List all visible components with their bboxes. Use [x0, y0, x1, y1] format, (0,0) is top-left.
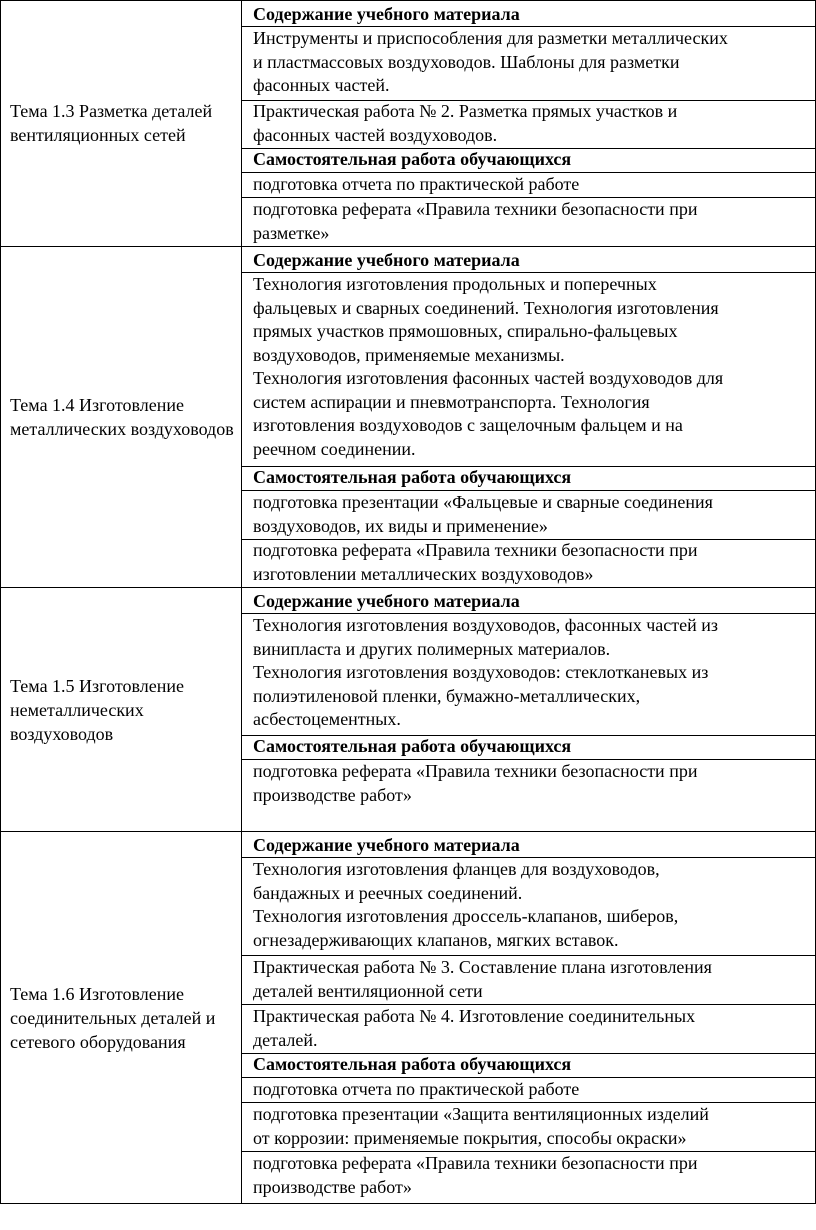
practical-work: Практическая работа № 4. Изготовление соединительных деталей. [253, 1006, 696, 1050]
assignment-row: подготовка презентации «Фальцевые и сварные соединения воздуховодов, их виды и применение» [253, 492, 713, 536]
topic-title: Тема 1.6 Изготовление соединительных деталей и сетевого оборудования [10, 984, 216, 1052]
practical-work: Практическая работа № 2. Разметка прямых участков и фасонных частей воздуховодов. [253, 101, 678, 145]
independent-work-header: Самостоятельная работа обучающихся [253, 149, 572, 169]
assignment-row: подготовка презентации «Защита вентиляционных изделий от коррозии: применяемые покрытия, способы окраски» [253, 1104, 709, 1148]
independent-work-header: Самостоятельная работа обучающихся [253, 1054, 572, 1074]
content-header: Содержание учебного материала [253, 835, 520, 855]
table-border-left [0, 0, 1, 1204]
practical-work: Практическая работа № 3. Составление плана изготовления деталей вентиляционной сети [253, 957, 712, 1001]
assignment-row: подготовка реферата «Правила техники безопасности при изготовлении металлических воздуховодов» [253, 540, 698, 584]
assignment-row: подготовка реферата «Правила техники безопасности при производстве работ» [253, 761, 698, 805]
topic-title: Тема 1.4 Изготовление металлических воздуховодов [10, 395, 234, 439]
assignment-row: подготовка отчета по практической работе [253, 174, 580, 194]
content-header: Содержание учебного материала [253, 250, 520, 270]
topic-1-4 [10, 247, 236, 587]
topic-1-5 [10, 588, 236, 831]
content-header: Содержание учебного материала [253, 591, 520, 611]
topic-title: Тема 1.3 Разметка деталей вентиляционных сетей [10, 101, 213, 145]
topic-1-3 [10, 0, 236, 246]
content-header: Содержание учебного материала [253, 4, 520, 24]
table-column-divider [241, 0, 242, 1204]
topic-1-6 [10, 832, 236, 1204]
content-row: Инструменты и приспособления для разметки металлических и пластмассовых воздуховодов. Шаблоны для разметки фасонных частей. [253, 28, 728, 95]
content-row: Технология изготовления фланцев для воздуховодов, бандажных и реечных соединений. Технология изготовления дроссель-клапанов, шиберов, огнезадерживающих клапанов, мягких вставок. [253, 859, 679, 950]
assignment-row: подготовка реферата «Правила техники безопасности при разметке» [253, 199, 698, 243]
assignment-row: подготовка реферата «Правила техники безопасности при производстве работ» [253, 1153, 698, 1197]
independent-work-header: Самостоятельная работа обучающихся [253, 736, 572, 756]
independent-work-header: Самостоятельная работа обучающихся [253, 467, 572, 487]
assignment-row: подготовка отчета по практической работе [253, 1079, 580, 1099]
content-row: Технология изготовления продольных и поперечных фальцевых и сварных соединений. Технология изготовления прямых участков прямошовных, спирально-фальцевых воздуховодов, применяемые механизмы. Технология изготовления фасонных частей воздуховодов для систем аспирации и пневмотранспорта. Технология изготовления воздуховодов с защелочным фальцем и на реечном соединении. [253, 274, 724, 459]
content-row: Технология изготовления воздуховодов, фасонных частей из винипласта и других полимерных материалов. Технология изготовления воздуховодов: стеклотканевых из полиэтиленовой пленки, бумажно-металлических, асбестоцементных. [253, 615, 718, 729]
topic-title: Тема 1.5 Изготовление неметаллических воздуховодов [10, 675, 184, 744]
